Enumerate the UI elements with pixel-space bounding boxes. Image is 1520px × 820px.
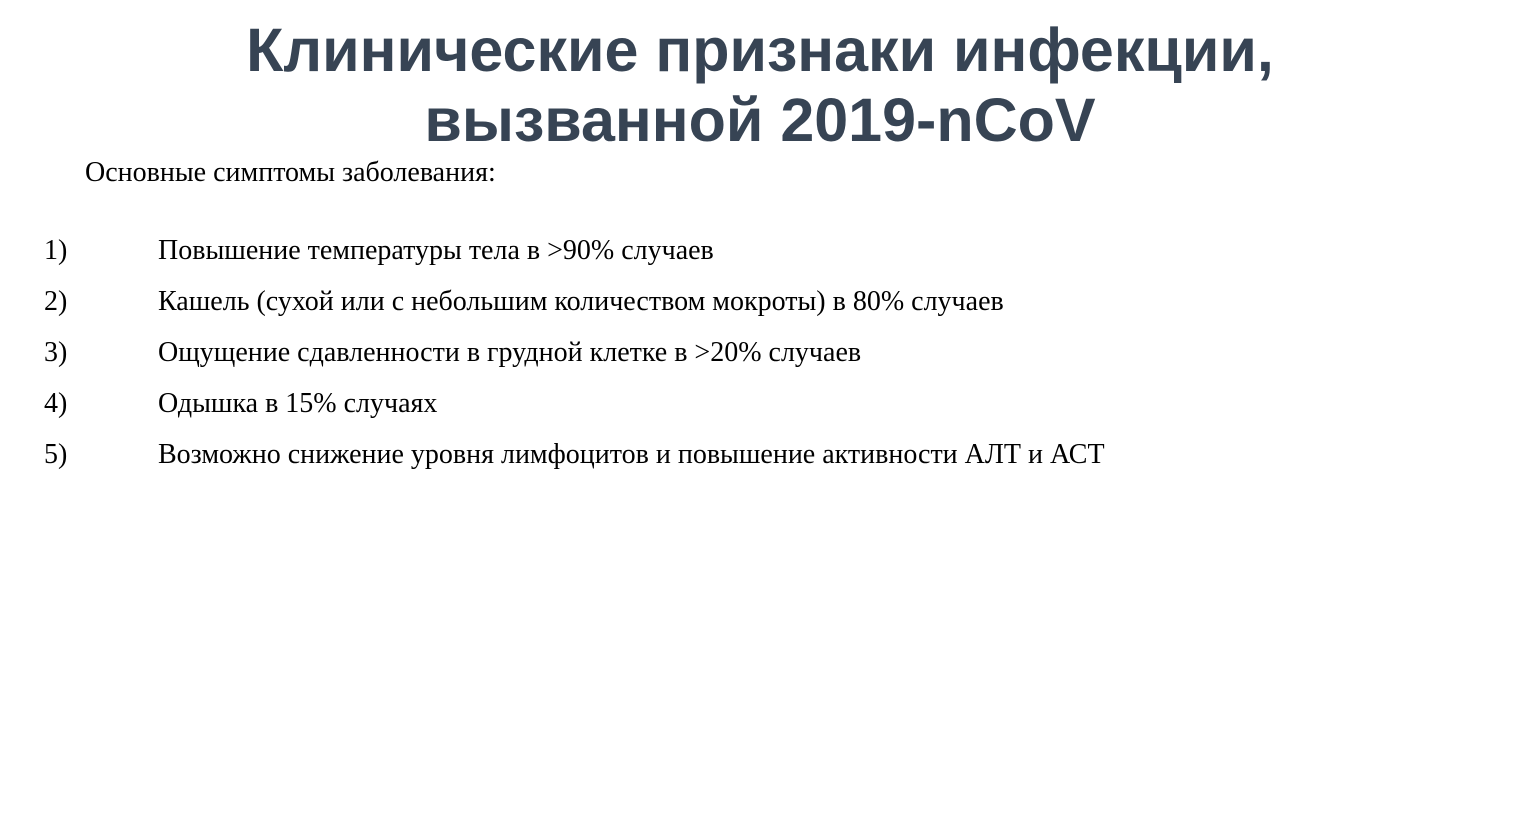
list-item-number: 2) — [44, 286, 68, 317]
list-item-text: Ощущение сдавленности в грудной клетке в >20% случаев — [158, 337, 862, 368]
slide-title-line1: Клинические признаки инфекции, — [246, 16, 1274, 84]
list-item-text: Одышка в 15% случаях — [158, 388, 438, 419]
list-item-number: 3) — [44, 337, 68, 368]
list-item-number: 5) — [44, 439, 68, 470]
slide-title-line2: вызванной 2019-nCoV — [424, 85, 1096, 154]
list-item-number: 1) — [44, 235, 68, 266]
list-item — [44, 386, 1480, 421]
slide-subtitle: Основные симптомы заболевания: — [85, 157, 496, 188]
list-item — [44, 437, 1480, 472]
list-item — [44, 233, 1480, 268]
list-item — [44, 284, 1480, 319]
slide-title — [0, 16, 1520, 155]
list-item-text: Кашель (сухой или с небольшим количеством мокроты) в 80% случаев — [158, 286, 1004, 317]
list-item-number: 4) — [44, 388, 68, 419]
list-item-text: Возможно снижение уровня лимфоцитов и повышение активности АЛТ и АСТ — [158, 439, 1105, 470]
symptom-list — [44, 233, 1480, 488]
list-item — [44, 335, 1480, 370]
list-item-text: Повышение температуры тела в >90% случаев — [158, 235, 714, 266]
